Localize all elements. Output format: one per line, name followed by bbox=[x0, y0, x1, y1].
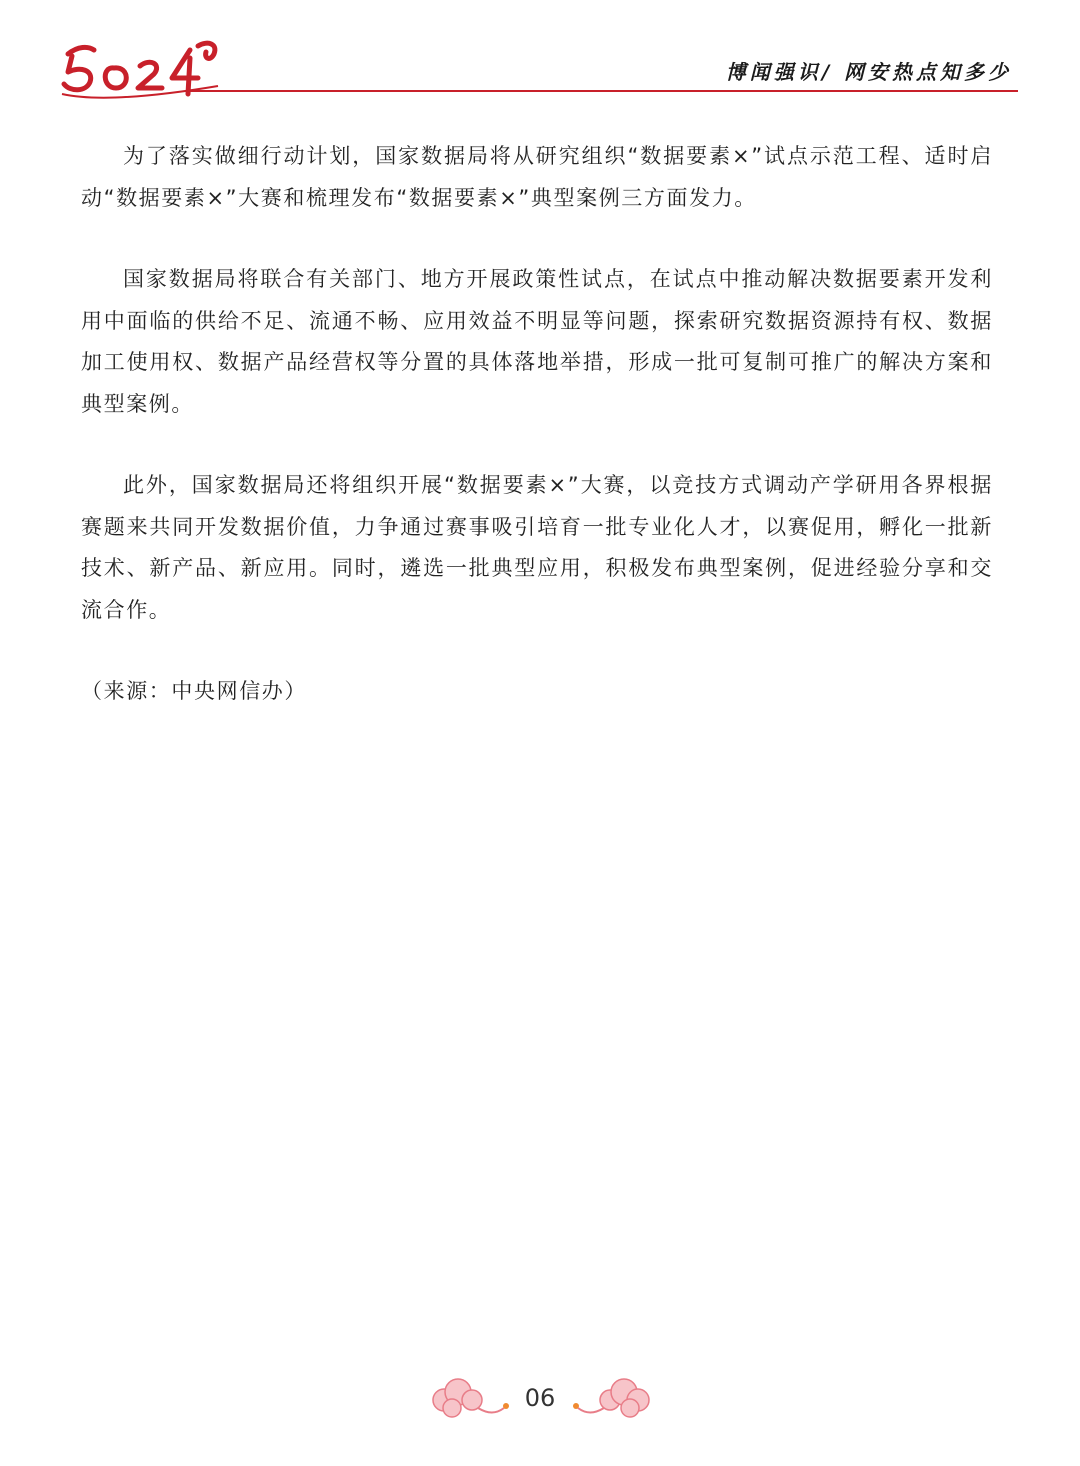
cloud-ornament-left-icon bbox=[428, 1374, 510, 1422]
header-divider bbox=[190, 90, 1018, 92]
page-number: 06 bbox=[524, 1384, 556, 1412]
page-footer bbox=[0, 1372, 1080, 1432]
header-title: 博闻强识/ 网安热点知多少 bbox=[725, 60, 1012, 84]
article-body bbox=[81, 136, 993, 713]
paragraph-3: 此外，国家数据局还将组织开展“数据要素×”大赛，以竞技方式调动产学研用各界根据赛题来共同开发数据价值，力争通过赛事吸引培育一批专业化人才，以赛促用，孵化一批新技术、新产品、新应用。同时，遴选一批典型应用，积极发布典型案例，促进经验分享和交流合作。 bbox=[81, 473, 993, 622]
paragraph-2: 国家数据局将联合有关部门、地方开展政策性试点，在试点中推动解决数据要素开发利用中面临的供给不足、流通不畅、应用效益不明显等问题，探索研究数据资源持有权、数据加工使用权、数据产品经营权等分置的具体落地举措，形成一批可复制可推广的解决方案和典型案例。 bbox=[81, 267, 993, 416]
cloud-ornament-right-icon bbox=[572, 1374, 654, 1422]
source-note: （来源：中央网信办） bbox=[81, 679, 307, 703]
paragraph-1: 为了落实做细行动计划，国家数据局将从研究组织“数据要素×”试点示范工程、适时启动“数据要素×”大赛和梳理发布“数据要素×”典型案例三方面发力。 bbox=[81, 144, 993, 210]
